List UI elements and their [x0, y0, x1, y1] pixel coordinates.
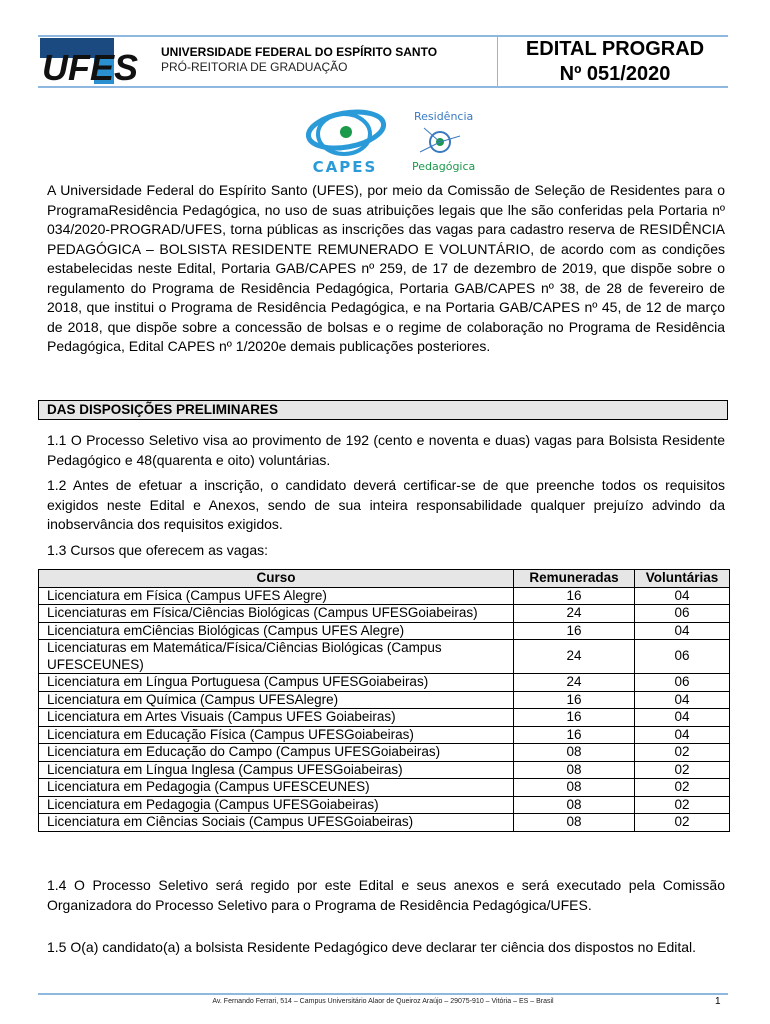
svg-text:Pedagógica: Pedagógica	[412, 160, 476, 173]
remuneradas-cell: 16	[514, 709, 635, 727]
university-name: UNIVERSIDADE FEDERAL DO ESPÍRITO SANTO	[161, 45, 438, 59]
table-row	[39, 674, 730, 692]
section-heading: DAS DISPOSIÇÕES PRELIMINARES	[38, 400, 728, 420]
page-number: 1	[715, 996, 721, 1007]
course-cell: Licenciatura em Pedagogia (Campus UFESCEUNES)	[39, 779, 514, 797]
table-row	[39, 691, 730, 709]
table-row	[39, 814, 730, 832]
remuneradas-cell: 16	[514, 587, 635, 605]
ufes-logo	[40, 38, 139, 88]
svg-text:CAPES: CAPES	[312, 158, 378, 176]
voluntarias-cell: 04	[635, 709, 730, 727]
voluntarias-cell: 02	[635, 779, 730, 797]
course-cell: Licenciatura em Educação Física (Campus UFESGoiabeiras)	[39, 726, 514, 744]
courses-table	[38, 569, 730, 832]
remuneradas-cell: 08	[514, 761, 635, 779]
course-cell: Licenciatura em Química (Campus UFESAlegre)	[39, 691, 514, 709]
table-row	[39, 587, 730, 605]
table-row	[39, 744, 730, 762]
intro-paragraph: A Universidade Federal do Espírito Santo (UFES), por meio da Comissão de Seleção de Residentes para o ProgramaResidência Pedagógica, no uso de suas atribuições legais que lhe são conferidas pela Portaria nº 034/2020-PROGRAD/UFES, torna públicas as inscrições das vagas para cadastro reserva de RESIDÊNCIA PEDAGÓGICA – BOLSISTA RESIDENTE REMUNERADO E VOLUNTÁRIO, de acordo com as condições estabelecidas neste Edital, Portaria GAB/CAPES nº 259, de 17 de dezembro de 2019, que dispõe sobre o regulamento do Programa de Residência Pedagógica, Portaria GAB/CAPES nº 38, de 28 de fevereiro de 2018, que institui o Programa de Residência Pedagógica, e na Portaria GAB/CAPES nº 45, de 12 de março de 2018, que dispõe sobre a concessão de bolsas e o regime de colaboração no Programa de Residência Pedagógica, Edital CAPES nº 1/2020e demais publicações posteriores.	[47, 182, 725, 354]
table-row	[39, 726, 730, 744]
column-header-remuneradas: Remuneradas	[514, 570, 635, 588]
paragraph-1-4: 1.4 O Processo Seletivo será regido por este Edital e seus anexos e será executado pela Comissão Organizadora do Processo Seletivo para o Programa de Residência Pedagógica/UFES.	[47, 877, 725, 913]
remuneradas-cell: 08	[514, 796, 635, 814]
capes-logo	[300, 108, 390, 176]
paragraph-1-5: 1.5 O(a) candidato(a) a bolsista Residente Pedagógico deve declarar ter ciência dos dispostos no Edital.	[47, 939, 697, 955]
remuneradas-cell: 16	[514, 726, 635, 744]
voluntarias-cell: 02	[635, 796, 730, 814]
course-cell: Licenciatura em Artes Visuais (Campus UFES Goiabeiras)	[39, 709, 514, 727]
course-cell: Licenciatura em Física (Campus UFES Alegre)	[39, 587, 514, 605]
table-row	[39, 622, 730, 640]
residencia-pedagogica-logo	[410, 106, 495, 174]
course-cell: Licenciatura em Pedagogia (Campus UFESGoiabeiras)	[39, 796, 514, 814]
voluntarias-cell: 04	[635, 587, 730, 605]
column-header-voluntarias: Voluntárias	[635, 570, 730, 588]
course-cell: Licenciatura emCiências Biológicas (Campus UFES Alegre)	[39, 622, 514, 640]
remuneradas-cell: 08	[514, 779, 635, 797]
remuneradas-cell: 24	[514, 674, 635, 692]
remuneradas-cell: 24	[514, 640, 635, 674]
footer-rule	[38, 993, 728, 995]
edital-title-line1: EDITAL PROGRAD	[525, 38, 705, 60]
remuneradas-cell: 08	[514, 744, 635, 762]
header-divider	[497, 35, 498, 87]
remuneradas-cell: 08	[514, 814, 635, 832]
course-cell: Licenciaturas em Matemática/Física/Ciências Biológicas (Campus UFESCEUNES)	[39, 640, 514, 674]
course-cell: Licenciaturas em Física/Ciências Biológicas (Campus UFESGoiabeiras)	[39, 605, 514, 623]
paragraph-1-2: 1.2 Antes de efetuar a inscrição, o candidato deverá certificar-se de que preenche todos os requisitos exigidos neste Edital e Anexos, sendo de sua inteira responsabilidade qualquer prejuízo advindo da inobservância dos requisitos exigidos.	[47, 477, 725, 532]
course-cell: Licenciatura em Língua Inglesa (Campus UFESGoiabeiras)	[39, 761, 514, 779]
table-row	[39, 709, 730, 727]
voluntarias-cell: 06	[635, 605, 730, 623]
paragraph-1-1: 1.1 O Processo Seletivo visa ao provimento de 192 (cento e noventa e duas) vagas para Bolsista Residente Pedagógico e 48(quarenta e oito) voluntárias.	[47, 432, 725, 468]
remuneradas-cell: 24	[514, 605, 635, 623]
edital-title	[500, 37, 730, 87]
voluntarias-cell: 02	[635, 814, 730, 832]
voluntarias-cell: 04	[635, 622, 730, 640]
edital-number: Nº 051/2020	[559, 63, 671, 85]
svg-text:Residência: Residência	[414, 110, 474, 123]
department-name: PRÓ-REITORIA DE GRADUAÇÃO	[161, 60, 348, 74]
table-row	[39, 779, 730, 797]
table-row	[39, 761, 730, 779]
course-cell: Licenciatura em Educação do Campo (Campus UFESGoiabeiras)	[39, 744, 514, 762]
remuneradas-cell: 16	[514, 691, 635, 709]
course-cell: Licenciatura em Ciências Sociais (Campus UFESGoiabeiras)	[39, 814, 514, 832]
voluntarias-cell: 02	[635, 761, 730, 779]
voluntarias-cell: 06	[635, 674, 730, 692]
column-header-curso: Curso	[39, 570, 514, 588]
voluntarias-cell: 02	[635, 744, 730, 762]
voluntarias-cell: 06	[635, 640, 730, 674]
voluntarias-cell: 04	[635, 691, 730, 709]
table-row	[39, 605, 730, 623]
svg-text:UFES: UFES	[42, 47, 139, 88]
remuneradas-cell: 16	[514, 622, 635, 640]
table-row	[39, 640, 730, 674]
paragraph-1-3: 1.3 Cursos que oferecem as vagas:	[47, 542, 269, 558]
table-header-row	[39, 570, 730, 588]
voluntarias-cell: 04	[635, 726, 730, 744]
course-cell: Licenciatura em Língua Portuguesa (Campus UFESGoiabeiras)	[39, 674, 514, 692]
table-row	[39, 796, 730, 814]
footer-address: Av. Fernando Ferrari, 514 – Campus Universitário Alaor de Queiroz Araújo – 29075-910 – Vitória – ES – Brasil	[212, 998, 554, 1005]
